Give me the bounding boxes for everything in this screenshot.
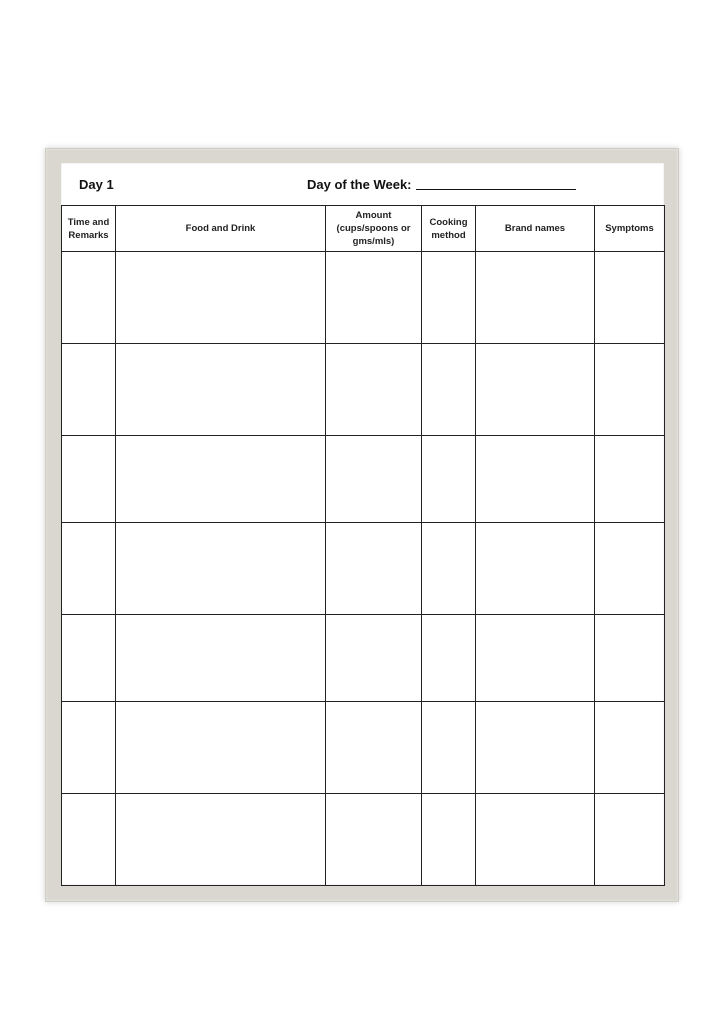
food-diary-sheet	[61, 163, 664, 885]
brand-names-cell[interactable]	[476, 436, 595, 523]
amount-cell[interactable]	[326, 344, 422, 436]
time-remarks-cell[interactable]	[62, 702, 116, 794]
symptoms-cell[interactable]	[595, 252, 665, 344]
amount-cell[interactable]	[326, 252, 422, 344]
table-row	[62, 794, 665, 886]
amount-cell[interactable]	[326, 615, 422, 702]
day-label: Day 1	[79, 177, 114, 192]
cooking-method-cell[interactable]	[422, 794, 476, 886]
day-of-week-blank-line[interactable]	[416, 189, 576, 190]
time-remarks-cell[interactable]	[62, 523, 116, 615]
food-drink-cell[interactable]	[116, 344, 326, 436]
brand-names-cell[interactable]	[476, 252, 595, 344]
symptoms-cell[interactable]	[595, 523, 665, 615]
title-row	[61, 163, 664, 205]
table-row	[62, 252, 665, 344]
cooking-method-cell[interactable]	[422, 344, 476, 436]
column-header-cooking-method: Cooking method	[422, 206, 476, 252]
amount-cell[interactable]	[326, 523, 422, 615]
brand-names-cell[interactable]	[476, 523, 595, 615]
food-drink-cell[interactable]	[116, 523, 326, 615]
symptoms-cell[interactable]	[595, 702, 665, 794]
time-remarks-cell[interactable]	[62, 436, 116, 523]
table-row	[62, 436, 665, 523]
amount-cell[interactable]	[326, 794, 422, 886]
column-header-food-drink: Food and Drink	[116, 206, 326, 252]
symptoms-cell[interactable]	[595, 615, 665, 702]
table-row	[62, 615, 665, 702]
amount-cell[interactable]	[326, 702, 422, 794]
table-header-row	[62, 206, 665, 252]
table-row	[62, 523, 665, 615]
food-drink-cell[interactable]	[116, 794, 326, 886]
time-remarks-cell[interactable]	[62, 794, 116, 886]
column-header-symptoms: Symptoms	[595, 206, 665, 252]
column-header-amount: Amount (cups/spoons or gms/mls)	[326, 206, 422, 252]
column-header-time-remarks: Time and Remarks	[62, 206, 116, 252]
food-drink-cell[interactable]	[116, 436, 326, 523]
day-of-week-field	[307, 177, 576, 192]
symptoms-cell[interactable]	[595, 344, 665, 436]
cooking-method-cell[interactable]	[422, 615, 476, 702]
brand-names-cell[interactable]	[476, 702, 595, 794]
symptoms-cell[interactable]	[595, 794, 665, 886]
time-remarks-cell[interactable]	[62, 615, 116, 702]
symptoms-cell[interactable]	[595, 436, 665, 523]
brand-names-cell[interactable]	[476, 794, 595, 886]
time-remarks-cell[interactable]	[62, 252, 116, 344]
day-of-week-label: Day of the Week:	[307, 177, 412, 192]
table-row	[62, 702, 665, 794]
cooking-method-cell[interactable]	[422, 436, 476, 523]
cooking-method-cell[interactable]	[422, 252, 476, 344]
amount-cell[interactable]	[326, 436, 422, 523]
food-drink-cell[interactable]	[116, 615, 326, 702]
brand-names-cell[interactable]	[476, 344, 595, 436]
cooking-method-cell[interactable]	[422, 523, 476, 615]
brand-names-cell[interactable]	[476, 615, 595, 702]
food-drink-cell[interactable]	[116, 252, 326, 344]
food-diary-table	[61, 205, 665, 886]
table-row	[62, 344, 665, 436]
food-drink-cell[interactable]	[116, 702, 326, 794]
time-remarks-cell[interactable]	[62, 344, 116, 436]
column-header-brand-names: Brand names	[476, 206, 595, 252]
cooking-method-cell[interactable]	[422, 702, 476, 794]
